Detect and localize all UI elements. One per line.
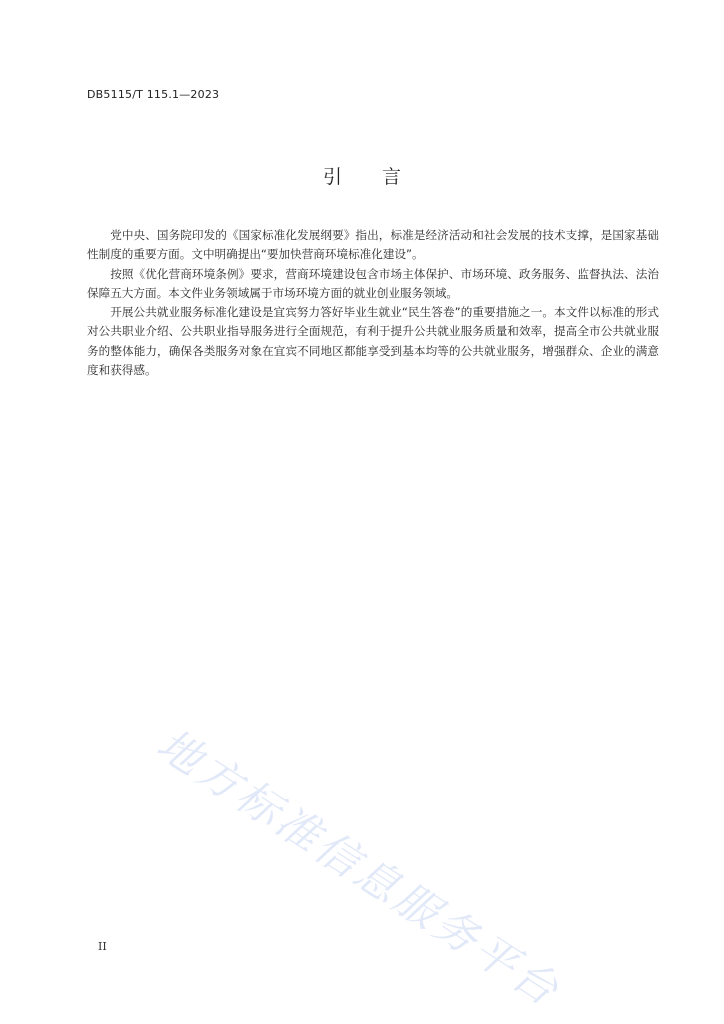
document-code: DB5115/T 115.1—2023 (87, 88, 220, 101)
paragraph-2: 按照《优化营商环境条例》要求，营商环境建设包含市场主体保护、市场环境、政务服务、监督执法、法治保障五大方面。本文件业务领域属于市场环境方面的就业创业服务领域。 (87, 266, 659, 300)
page-number: II (98, 940, 107, 953)
body-content (87, 226, 659, 380)
paragraph-1: 党中央、国务院印发的《国家标准化发展纲要》指出，标准是经济活动和社会发展的技术支撑，是国家基础性制度的重要方面。文中明确提出“要加快营商环境标准化建设”。 (87, 228, 659, 262)
paragraph-3: 开展公共就业服务标准化建设是宜宾努力答好毕业生就业“民生答卷”的重要措施之一。本文件以标准的形式对公共职业介绍、公共职业指导服务进行全面规范，有利于提升公共就业服务质量和效率，提高全市公共就业服务的整体能力，确保各类服务对象在宜宾不同地区都能享受到基本均等的公共就业服务，增强群众、企业的满意度和获得感。 (87, 305, 659, 378)
watermark: 地方标准信息服务平台 (147, 719, 570, 1018)
page-title: 引言 (322, 166, 441, 188)
